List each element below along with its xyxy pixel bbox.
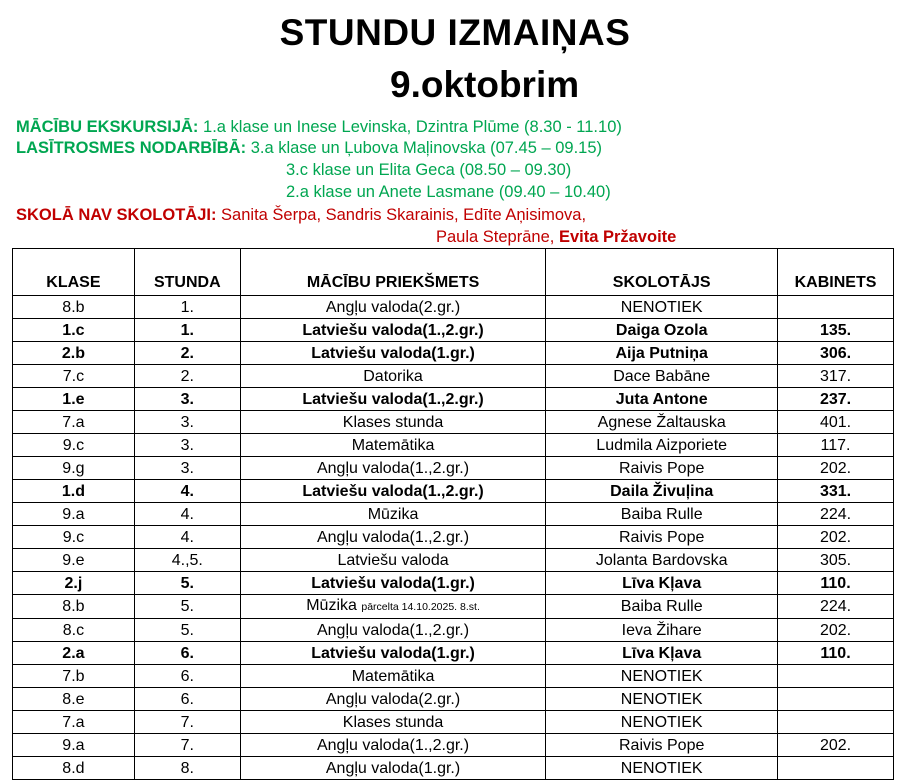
cell-klase-text: 9.c	[62, 528, 85, 546]
cell-prieksmets	[240, 365, 546, 388]
cell-prieksmets	[240, 595, 546, 619]
cell-kabinets	[778, 757, 894, 780]
cell-klase	[13, 549, 135, 572]
table-row	[13, 688, 894, 711]
table-row	[13, 296, 894, 319]
cell-prieksmets-text: Datorika	[363, 367, 423, 385]
cell-kabinets-text: 224.	[819, 505, 852, 523]
cell-stunda-text: 5.	[180, 574, 194, 592]
cell-klase-text: 1.e	[62, 390, 85, 408]
cell-klase	[13, 388, 135, 411]
cell-skolotajs	[546, 757, 778, 780]
reading-text-1: 3.a klase un Ļubova Maļinovska (07.45 – 09.15)	[250, 139, 602, 157]
absent-text-1: Sanita Šerpa, Sandris Skarainis, Edīte Aņisimova,	[221, 206, 587, 224]
absent-line-1	[16, 205, 586, 226]
table-row	[13, 526, 894, 549]
cell-prieksmets-text: Mūzika	[367, 505, 419, 523]
cell-stunda	[134, 549, 240, 572]
cell-prieksmets-text: Mūzika	[306, 597, 357, 614]
cell-klase	[13, 572, 135, 595]
cell-prieksmets	[240, 503, 546, 526]
cell-klase-text: 7.b	[62, 667, 85, 685]
absent-label: SKOLĀ NAV SKOLOTĀJI:	[16, 206, 217, 224]
cell-skolotajs-text: Raivis Pope	[618, 459, 705, 477]
cell-skolotajs	[546, 296, 778, 319]
cell-klase	[13, 365, 135, 388]
schedule-table	[12, 248, 894, 780]
cell-klase	[13, 734, 135, 757]
cell-prieksmets-text: Angļu valoda(2.gr.)	[325, 298, 461, 316]
cell-stunda	[134, 711, 240, 734]
cell-prieksmets	[240, 434, 546, 457]
cell-kabinets	[778, 296, 894, 319]
table-row	[13, 642, 894, 665]
cell-klase	[13, 757, 135, 780]
cell-kabinets-text: 237.	[819, 390, 852, 408]
cell-kabinets-text: 202.	[819, 736, 852, 754]
cell-skolotajs	[546, 319, 778, 342]
header-klase: KLASE	[13, 249, 135, 296]
cell-stunda	[134, 319, 240, 342]
cell-klase-text: 8.b	[62, 298, 85, 316]
cell-prieksmets-text: Angļu valoda(2.gr.)	[325, 690, 461, 708]
cell-kabinets	[778, 642, 894, 665]
cell-prieksmets-text: Klases stunda	[342, 713, 444, 731]
cell-stunda	[134, 388, 240, 411]
cell-skolotajs-text: NENOTIEK	[620, 713, 703, 731]
cell-prieksmets	[240, 457, 546, 480]
cell-skolotajs	[546, 549, 778, 572]
cell-klase	[13, 595, 135, 619]
cell-stunda-text: 6.	[180, 690, 194, 708]
cell-skolotajs-text: Agnese Žaltauska	[597, 413, 726, 431]
cell-stunda-text: 3.	[180, 413, 194, 431]
cell-skolotajs-text: Aija Putniņa	[615, 344, 708, 362]
cell-stunda-text: 7.	[180, 736, 194, 754]
cell-skolotajs	[546, 688, 778, 711]
cell-stunda	[134, 434, 240, 457]
cell-kabinets-text: 110.	[820, 574, 851, 592]
table-row	[13, 411, 894, 434]
reading-label: LASĪTROSMES NODARBĪBĀ:	[16, 139, 247, 157]
absent-text-2: Paula Steprāne,	[436, 228, 555, 246]
cell-kabinets	[778, 342, 894, 365]
cell-skolotajs-text: Dace Babāne	[613, 367, 711, 385]
cell-klase	[13, 319, 135, 342]
cell-kabinets	[778, 480, 894, 503]
table-row	[13, 342, 894, 365]
cell-kabinets	[778, 365, 894, 388]
table-row	[13, 734, 894, 757]
cell-skolotajs-text: Ludmila Aizporiete	[596, 436, 728, 454]
table-row	[13, 480, 894, 503]
cell-klase-text: 7.a	[62, 413, 85, 431]
cell-klase-text: 9.e	[62, 551, 85, 569]
cell-kabinets-text: 224.	[819, 598, 852, 615]
cell-kabinets	[778, 549, 894, 572]
cell-prieksmets-text: Latviešu valoda(1.gr.)	[311, 574, 475, 592]
reading-line-2: 3.c klase un Elita Geca (08.50 – 09.30)	[286, 161, 572, 179]
cell-skolotajs-text: Jolanta Bardovska	[595, 551, 728, 569]
reading-line-3: 2.a klase un Anete Lasmane (09.40 – 10.40)	[286, 183, 611, 201]
cell-klase-text: 8.b	[62, 598, 85, 615]
cell-skolotajs-text: Baiba Rulle	[620, 598, 703, 615]
cell-kabinets	[778, 434, 894, 457]
cell-skolotajs	[546, 572, 778, 595]
cell-skolotajs	[546, 595, 778, 619]
cell-prieksmets	[240, 411, 546, 434]
cell-prieksmets-text: Angļu valoda(1.,2.gr.)	[316, 459, 470, 477]
cell-kabinets	[778, 619, 894, 642]
table-row	[13, 365, 894, 388]
cell-klase-text: 9.g	[62, 459, 85, 477]
table-row	[13, 388, 894, 411]
cell-klase-text: 8.e	[62, 690, 85, 708]
cell-klase	[13, 526, 135, 549]
cell-skolotajs-text: Līva Kļava	[622, 574, 702, 592]
cell-stunda-text: 7.	[180, 713, 194, 731]
cell-stunda	[134, 619, 240, 642]
cell-stunda-text: 3.	[180, 459, 194, 477]
cell-prieksmets-text: Angļu valoda(1.,2.gr.)	[316, 736, 470, 754]
cell-prieksmets	[240, 319, 546, 342]
cell-prieksmets-text: Klases stunda	[342, 413, 444, 431]
cell-skolotajs	[546, 503, 778, 526]
cell-prieksmets	[240, 688, 546, 711]
cell-stunda	[134, 365, 240, 388]
reading-line-1	[16, 138, 602, 159]
cell-skolotajs	[546, 619, 778, 642]
cell-klase-text: 7.a	[62, 713, 85, 731]
excursion-label: MĀCĪBU EKSKURSIJĀ:	[16, 118, 199, 136]
cell-kabinets-text: 306.	[819, 344, 852, 362]
cell-stunda	[134, 734, 240, 757]
table-row	[13, 665, 894, 688]
cell-stunda-text: 5.	[180, 598, 194, 615]
cell-prieksmets-text: Latviešu valoda	[337, 551, 449, 569]
cell-skolotajs-text: Baiba Rulle	[620, 505, 703, 523]
cell-stunda	[134, 572, 240, 595]
header-row	[13, 249, 894, 296]
table-row	[13, 434, 894, 457]
cell-kabinets-text: 202.	[819, 459, 852, 477]
cell-stunda	[134, 595, 240, 619]
cell-skolotajs	[546, 642, 778, 665]
cell-stunda	[134, 503, 240, 526]
cell-kabinets-text: 110.	[820, 644, 851, 662]
cell-klase-text: 1.d	[61, 482, 85, 500]
cell-skolotajs-text: Juta Antone	[615, 390, 708, 408]
cell-kabinets	[778, 595, 894, 619]
cell-prieksmets-text: Latviešu valoda(1.gr.)	[311, 344, 475, 362]
cell-klase-text: 8.d	[62, 759, 85, 777]
cell-klase-text: 8.c	[62, 621, 85, 639]
cell-skolotajs	[546, 480, 778, 503]
cell-skolotajs	[546, 365, 778, 388]
cell-klase-text: 7.c	[62, 367, 85, 385]
cell-stunda-text: 3.	[180, 436, 194, 454]
cell-klase	[13, 480, 135, 503]
cell-stunda	[134, 342, 240, 365]
cell-prieksmets	[240, 619, 546, 642]
cell-kabinets	[778, 665, 894, 688]
cell-stunda-text: 4.	[180, 528, 194, 546]
cell-skolotajs-text: Līva Kļava	[622, 644, 702, 662]
cell-skolotajs-text: NENOTIEK	[620, 667, 703, 685]
cell-skolotajs	[546, 434, 778, 457]
table-row	[13, 757, 894, 780]
cell-kabinets-text: 117.	[820, 436, 851, 454]
cell-kabinets	[778, 711, 894, 734]
cell-klase	[13, 503, 135, 526]
cell-prieksmets	[240, 296, 546, 319]
page-date: 9.oktobrim	[390, 64, 580, 105]
cell-note: pārcelta 14.10.2025. 8.st.	[361, 601, 480, 613]
cell-klase	[13, 665, 135, 688]
cell-kabinets	[778, 319, 894, 342]
table-row	[13, 595, 894, 619]
cell-stunda-text: 2.	[180, 367, 194, 385]
table-row	[13, 319, 894, 342]
cell-kabinets-text: 331.	[819, 482, 852, 500]
cell-prieksmets	[240, 342, 546, 365]
cell-prieksmets	[240, 549, 546, 572]
cell-stunda	[134, 480, 240, 503]
cell-skolotajs-text: Raivis Pope	[618, 736, 705, 754]
cell-klase-text: 9.a	[62, 736, 85, 754]
cell-prieksmets	[240, 711, 546, 734]
cell-klase	[13, 411, 135, 434]
cell-prieksmets-text: Matemātika	[351, 436, 435, 454]
header-stunda: STUNDA	[134, 249, 240, 296]
cell-prieksmets	[240, 665, 546, 688]
table-row	[13, 549, 894, 572]
cell-stunda-text: 6.	[180, 667, 194, 685]
cell-klase	[13, 342, 135, 365]
cell-stunda-text: 5.	[180, 621, 194, 639]
cell-skolotajs-text: Raivis Pope	[618, 528, 705, 546]
cell-kabinets	[778, 388, 894, 411]
cell-skolotajs	[546, 526, 778, 549]
header-kabinets: KABINETS	[778, 249, 894, 296]
cell-prieksmets	[240, 526, 546, 549]
cell-kabinets-text: 401.	[819, 413, 852, 431]
excursion-line	[16, 117, 622, 138]
cell-stunda-text: 1.	[180, 321, 194, 339]
cell-kabinets-text: 202.	[819, 621, 852, 639]
cell-prieksmets	[240, 642, 546, 665]
page-title: STUNDU IZMAIŅAS	[279, 12, 631, 53]
table-row	[13, 457, 894, 480]
cell-klase	[13, 688, 135, 711]
cell-stunda	[134, 296, 240, 319]
cell-klase-text: 1.c	[62, 321, 85, 339]
table-row	[13, 619, 894, 642]
cell-skolotajs-text: Ieva Žihare	[621, 621, 702, 639]
cell-klase	[13, 619, 135, 642]
cell-stunda	[134, 526, 240, 549]
cell-klase	[13, 457, 135, 480]
cell-prieksmets	[240, 734, 546, 757]
cell-stunda-text: 4.	[180, 505, 194, 523]
cell-klase-text: 2.b	[61, 344, 85, 362]
cell-kabinets	[778, 734, 894, 757]
cell-skolotajs-text: Daiga Ozola	[615, 321, 708, 339]
cell-klase	[13, 434, 135, 457]
cell-stunda-text: 6.	[180, 644, 194, 662]
cell-stunda	[134, 688, 240, 711]
cell-prieksmets-text: Angļu valoda(1.gr.)	[325, 759, 461, 777]
cell-kabinets-text: 317.	[819, 367, 852, 385]
cell-kabinets-text: 202.	[819, 528, 852, 546]
header-prieksmets: MĀCĪBU PRIEKŠMETS	[240, 249, 546, 296]
cell-kabinets	[778, 411, 894, 434]
cell-stunda	[134, 665, 240, 688]
cell-prieksmets-text: Angļu valoda(1.,2.gr.)	[316, 528, 470, 546]
cell-klase-text: 2.a	[62, 644, 85, 662]
cell-skolotajs	[546, 342, 778, 365]
absent-text-2-bold: Evita Pržavoite	[558, 228, 677, 246]
table-row	[13, 503, 894, 526]
cell-kabinets-text: 305.	[819, 551, 852, 569]
cell-klase	[13, 296, 135, 319]
cell-klase	[13, 642, 135, 665]
cell-stunda-text: 8.	[180, 759, 194, 777]
cell-kabinets	[778, 457, 894, 480]
cell-stunda	[134, 757, 240, 780]
cell-kabinets	[778, 572, 894, 595]
cell-prieksmets-text: Latviešu valoda(1.,2.gr.)	[302, 321, 484, 339]
cell-skolotajs	[546, 734, 778, 757]
cell-skolotajs-text: NENOTIEK	[620, 690, 703, 708]
cell-prieksmets	[240, 480, 546, 503]
cell-kabinets	[778, 688, 894, 711]
absent-line-2	[436, 227, 676, 248]
cell-skolotajs-text: NENOTIEK	[620, 298, 703, 316]
cell-stunda-text: 1.	[180, 298, 194, 316]
cell-prieksmets-text: Latviešu valoda(1.,2.gr.)	[302, 390, 484, 408]
cell-stunda	[134, 642, 240, 665]
cell-klase	[13, 711, 135, 734]
cell-klase-text: 9.c	[62, 436, 85, 454]
cell-prieksmets-text: Latviešu valoda(1.gr.)	[311, 644, 475, 662]
cell-skolotajs	[546, 388, 778, 411]
cell-prieksmets	[240, 572, 546, 595]
cell-stunda-text: 4.,5.	[171, 551, 203, 569]
cell-prieksmets	[240, 757, 546, 780]
excursion-text: 1.a klase un Inese Levinska, Dzintra Plūme (8.30 - 11.10)	[203, 118, 622, 136]
cell-klase-text: 2.j	[64, 574, 83, 592]
cell-prieksmets-text: Matemātika	[351, 667, 435, 685]
cell-skolotajs	[546, 457, 778, 480]
cell-klase-text: 9.a	[62, 505, 85, 523]
cell-kabinets-text: 135.	[819, 321, 852, 339]
cell-stunda-text: 2.	[180, 344, 194, 362]
cell-skolotajs-text: Daila Živuļina	[610, 482, 714, 500]
header-skolotajs: SKOLOTĀJS	[546, 249, 778, 296]
cell-skolotajs-text: NENOTIEK	[620, 759, 703, 777]
cell-stunda	[134, 411, 240, 434]
cell-prieksmets-text: Latviešu valoda(1.,2.gr.)	[302, 482, 484, 500]
cell-skolotajs	[546, 711, 778, 734]
cell-prieksmets-text: Angļu valoda(1.,2.gr.)	[316, 621, 470, 639]
table-row	[13, 572, 894, 595]
table-row	[13, 711, 894, 734]
cell-skolotajs	[546, 411, 778, 434]
cell-stunda	[134, 457, 240, 480]
cell-stunda-text: 3.	[180, 390, 194, 408]
cell-prieksmets	[240, 388, 546, 411]
cell-kabinets	[778, 503, 894, 526]
cell-stunda-text: 4.	[180, 482, 194, 500]
cell-kabinets	[778, 526, 894, 549]
cell-skolotajs	[546, 665, 778, 688]
